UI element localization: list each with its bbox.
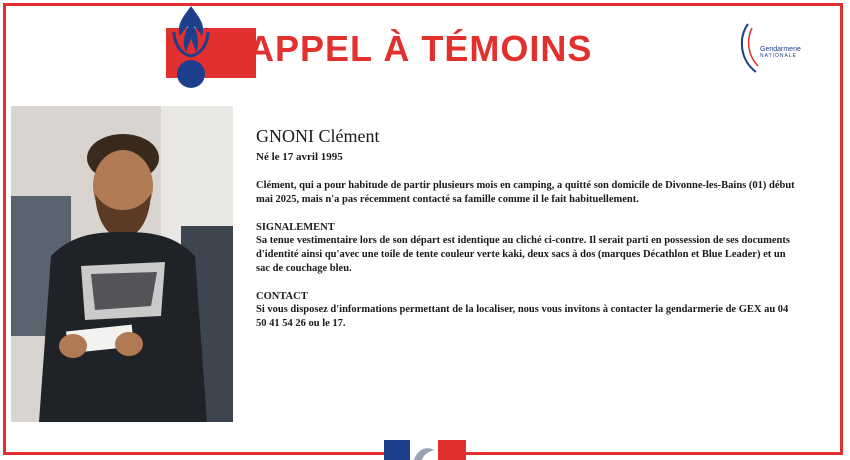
person-photo-illustration [11, 106, 233, 422]
person-name: GNONI Clément [256, 126, 380, 146]
person-photo [11, 106, 233, 422]
poster-title: APPEL À TÉMOINS [248, 28, 593, 69]
signalement-text: Sa tenue vestimentaire lors de son départ est identique au cliché ci-contre. Il serait parti en possession de ses documents d'identité ainsi qu'avec une toile de tente couleur verte kaki, deux sacs à dos (marques Décathlon et Blue Leader) et un sac de couchage bleu. [256, 235, 790, 274]
person-description: Clément, qui a pour habitude de partir plusieurs mois en camping, a quitté son domicile de Divonne-les-Bains (01) début mai 2025, mais n'a pas récemment contacté sa famille comme il le fait habituellement. [256, 180, 795, 205]
contact-heading: CONTACT [256, 291, 308, 302]
signalement-heading: SIGNALEMENT [256, 222, 335, 233]
gendarmerie-logo-text [760, 46, 801, 59]
grenade-emblem-icon [166, 2, 216, 94]
contact-text: Si vous disposez d'informations permettant de la localiser, nous vous invitons à contacter la gendarmerie de GEX au 04 50 41 54 26 ou le 17. [256, 304, 789, 329]
logo-main-text: Gendarmerie [760, 46, 801, 53]
person-birth: Né le 17 avril 1995 [256, 151, 343, 163]
republique-francaise-logo-icon [384, 440, 466, 460]
notice-content [256, 126, 796, 345]
logo-sub-text: NATIONALE [760, 53, 797, 59]
